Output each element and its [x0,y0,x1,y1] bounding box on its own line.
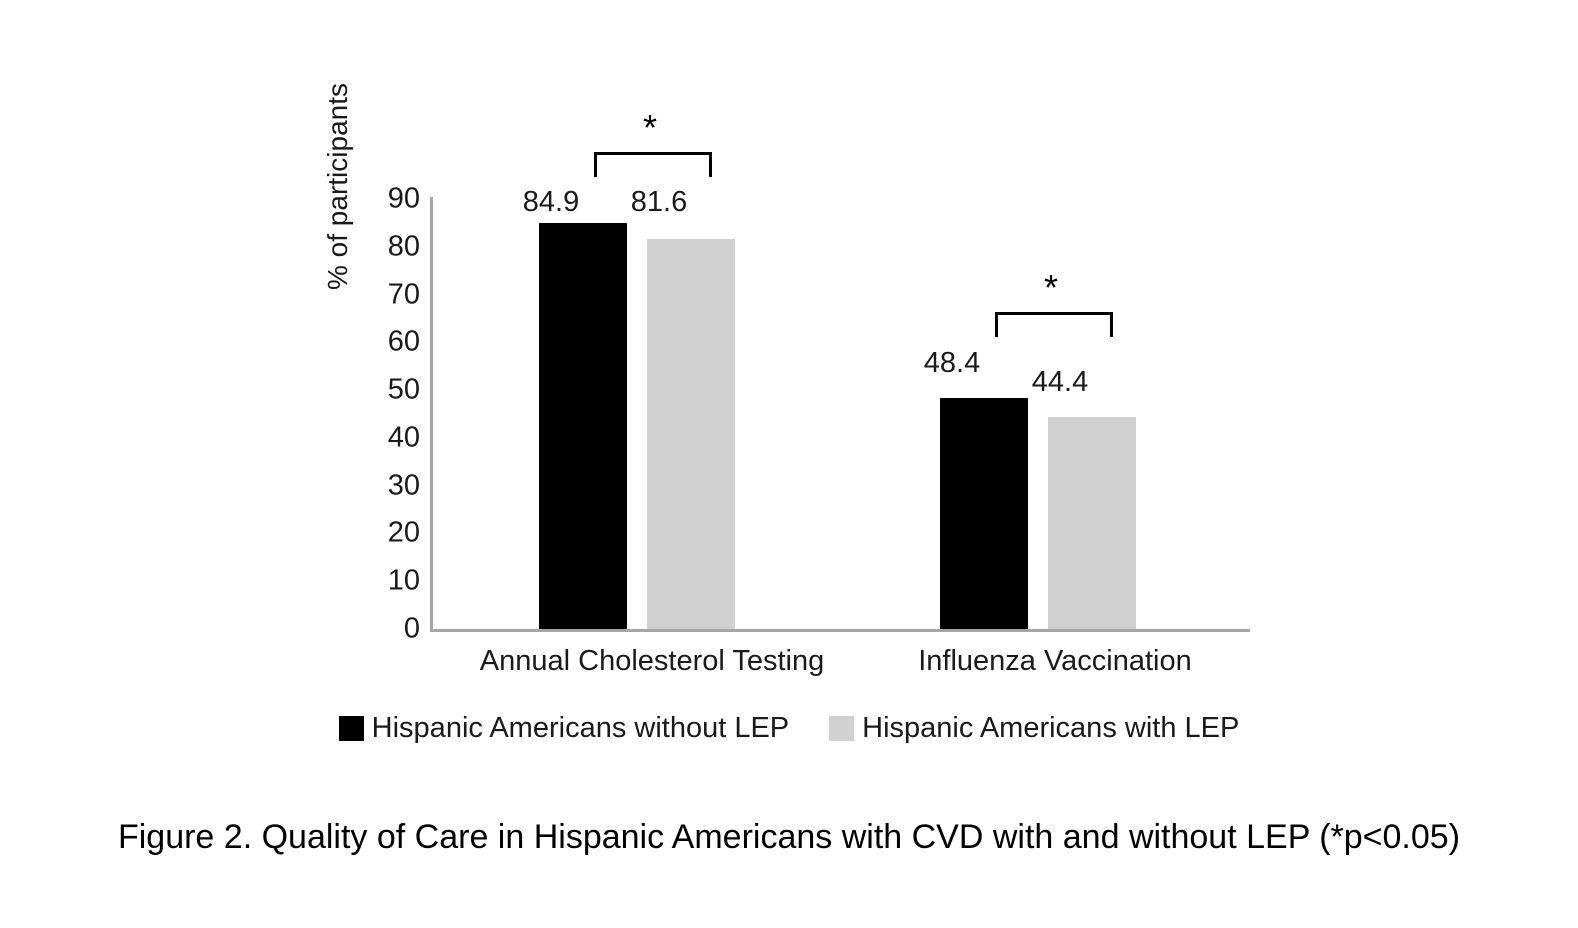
significance-star-influenza: * [1043,267,1058,308]
legend-swatch-icon [339,716,364,741]
x-category-label-cholesterol: Annual Cholesterol Testing [479,645,825,677]
y-tick-label: 50 [387,373,420,406]
bar-value-label: 48.4 [923,347,981,379]
bar-cholesterol-with-lep [647,239,735,629]
bar-value-label: 84.9 [522,186,580,218]
bar-value-label: 81.6 [630,186,688,218]
bar-cholesterol-without-lep [539,223,627,629]
x-axis-line [430,629,1250,632]
bar-influenza-with-lep [1048,417,1136,629]
plot-area [432,199,1250,629]
y-tick-label: 30 [387,469,420,502]
y-tick-label: 10 [387,564,420,597]
legend-label: Hispanic Americans with LEP [862,712,1240,744]
y-axis-title: % of participants [322,83,353,290]
significance-bracket-cholesterol [594,152,712,177]
legend-item-without-lep [339,712,789,745]
y-tick-label: 20 [387,516,420,549]
bar-value-label: 44.4 [1031,366,1089,398]
y-tick-label: 80 [387,230,420,263]
y-tick-label: 40 [387,421,420,454]
y-tick-label: 70 [387,278,420,311]
chart-legend [0,712,1578,745]
significance-star-cholesterol: * [642,107,657,148]
y-tick-label: 60 [387,325,420,358]
legend-item-with-lep [829,712,1239,745]
bar-influenza-without-lep [940,398,1028,629]
y-tick-label: 0 [403,612,420,645]
figure-caption: Figure 2. Quality of Care in Hispanic Americans with CVD with and without LEP (*p<0.05) [117,818,1461,856]
legend-swatch-icon [829,716,854,741]
legend-label: Hispanic Americans without LEP [371,712,790,744]
y-axis-tick-labels [355,0,420,928]
y-tick-label: 90 [387,182,420,215]
significance-bracket-influenza [995,312,1113,337]
x-category-label-influenza: Influenza Vaccination [918,645,1192,677]
